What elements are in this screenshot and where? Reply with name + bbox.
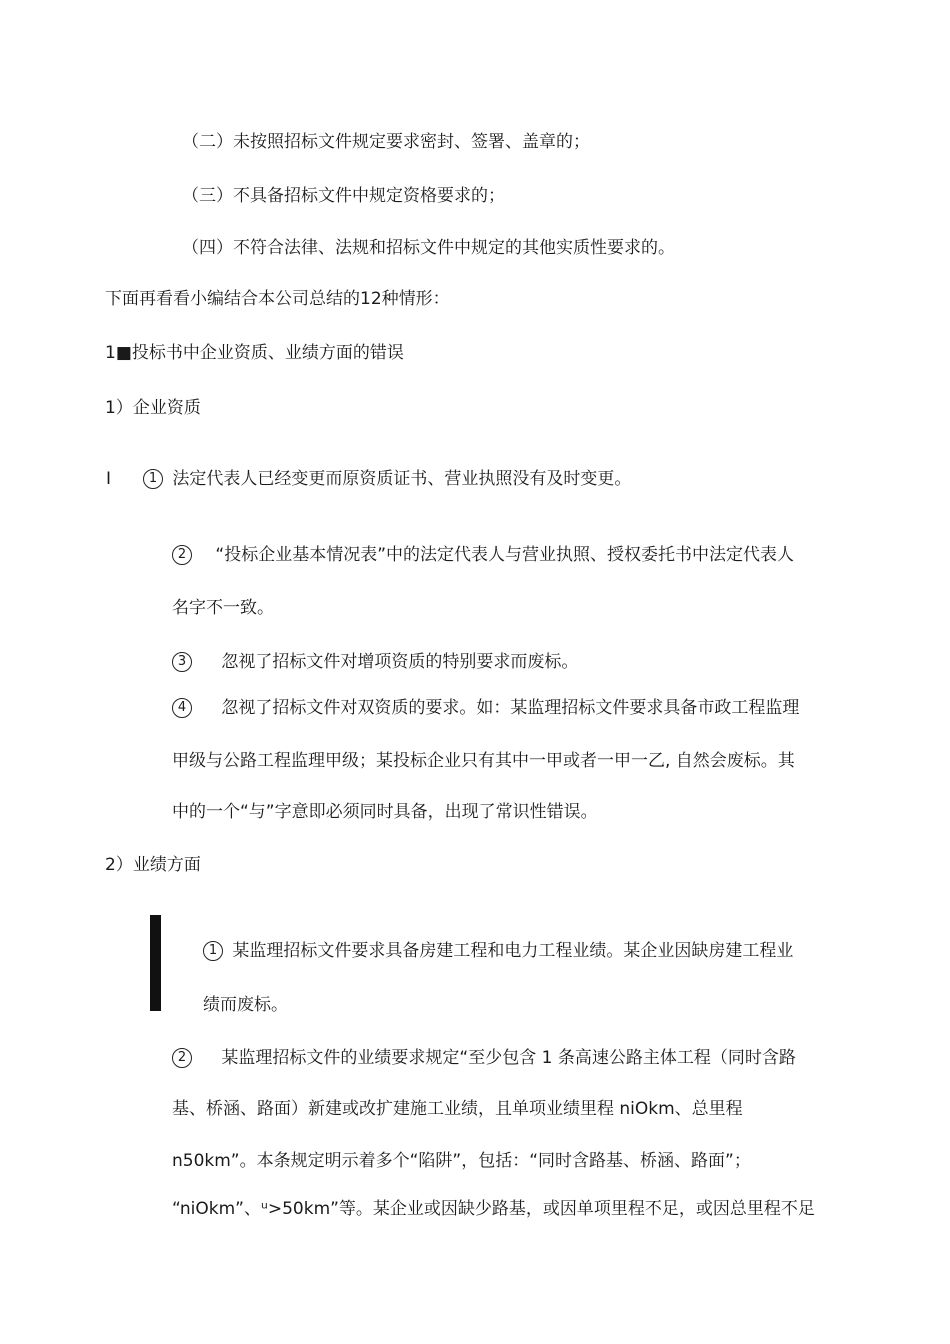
performance-item-2-cont-2: n50km”。本条规定明示着多个“陷阱”，包括：“同时含路基、桥涵、路面”； [172,1151,751,1171]
paragraph-item-2: （二）未按照招标文件规定要求密封、签署、盖章的； [182,132,590,152]
qualification-item-4-cont-2: 中的一个“与”字意即必须同时具备，出现了常识性错误。 [172,802,598,822]
performance-item-2-cont-3: “niOkm”、ᵘ>50km”等。某企业或因缺少路基，或因单项里程不足，或因总里程不足 [172,1199,815,1219]
subsection-heading-qualification: 1）企业资质 [105,398,201,418]
paragraph-item-3: （三）不具备招标文件中规定资格要求的； [182,186,505,206]
performance-item-2: 2 某监理招标文件的业绩要求规定“至少包含 1 条高速公路主体工程（同时含路 [172,1046,796,1070]
qualification-item-4: 4 忽视了招标文件对双资质的要求。如：某监理招标文件要求具备市政工程监理 [172,696,799,720]
circled-number-2b: 2 [172,1048,192,1068]
subsection-heading-performance: 2）业绩方面 [105,855,201,875]
performance-item-1: 1 某监理招标文件要求具备房建工程和电力工程业绩。某企业因缺房建工程业 [203,939,793,963]
qualification-item-1: 1 法定代表人已经变更而原资质证书、营业执照没有及时变更。 [143,467,631,491]
circled-number-1: 1 [143,469,163,489]
qualification-item-3: 3 忽视了招标文件对增项资质的特别要求而废标。 [172,650,578,674]
circled-number-4: 4 [172,698,192,718]
paragraph-item-4: （四）不符合法律、法规和招标文件中规定的其他实质性要求的。 [182,238,675,258]
qualification-item-4-cont-1: 甲级与公路工程监理甲级；某投标企业只有其中一甲或者一甲一乙, 自然会废标。其 [172,751,795,771]
performance-item-2-cont-1: 基、桥涵、路面）新建或改扩建施工业绩，且单项业绩里程 niOkm、总里程 [172,1099,743,1119]
qualification-item-2: 2 “投标企业基本情况表”中的法定代表人与营业执照、授权委托书中法定代表人 [172,543,794,567]
section-heading-1: 1■投标书中企业资质、业绩方面的错误 [105,343,404,363]
intro-text: 下面再看看小编结合本公司总结的12种情形： [105,289,450,309]
circled-number-3: 3 [172,652,192,672]
margin-bar [150,915,161,1011]
circled-number-1b: 1 [203,941,223,961]
performance-item-1-cont: 绩而废标。 [203,995,288,1015]
qualification-item-2-cont: 名字不一致。 [172,598,274,618]
margin-marker: I [106,469,112,489]
circled-number-2: 2 [172,545,192,565]
